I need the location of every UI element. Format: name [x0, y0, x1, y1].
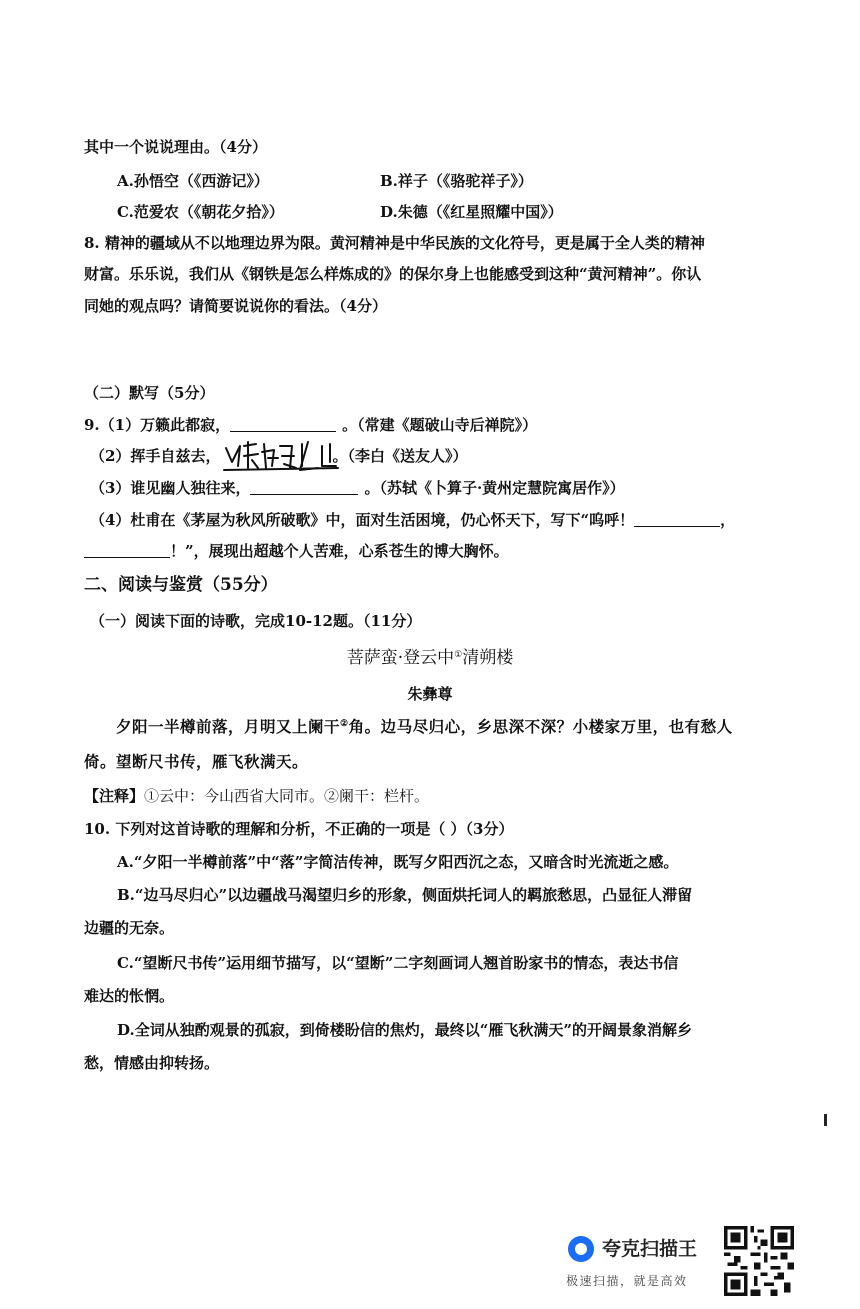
q10-stem: 10. 下列对这首诗歌的理解和分析，不正确的一项是（ ）（3分）: [84, 820, 514, 838]
q9-3-suffix: 。（苏轼《卜算子·黄州定慧院寓居作》）: [364, 479, 625, 497]
poem-line-2: 倚。望断尺书传，雁飞秋满天。: [84, 752, 309, 771]
poem-title-part-1: 菩萨蛮·登云中: [346, 648, 455, 668]
q9-1: [84, 415, 537, 435]
q10-option-c-line-2: 难达的怅惘。: [84, 987, 175, 1005]
q9-1-suffix: 。（常建《题破山寺后禅院》）: [342, 416, 538, 434]
q9-2-suffix: 。（李白《送友人》）: [332, 447, 468, 465]
qr-code-icon: [724, 1226, 794, 1296]
q10-option-d-line-1: D.全词从独酌观景的孤寂，到倚楼盼信的焦灼，最终以“雁飞秋满天”的开阔景象消解乡: [117, 1021, 692, 1039]
poem-line-1a: 夕阳一半樽前落，月明又上阑干: [116, 717, 341, 736]
q7-option-d: D.朱德（《红星照耀中国》）: [380, 203, 563, 221]
section-heading-reading: 二、阅读与鉴赏（55分）: [84, 575, 278, 595]
q10-option-b-line-2: 边疆的无奈。: [84, 919, 175, 937]
q10-option-a: A.“夕阳一半樽前落”中“落”字简洁传神，既写夕阳西沉之态，又暗含时光流逝之感。: [117, 853, 679, 871]
answer-blank-9-4a[interactable]: [634, 510, 720, 527]
q9-4-suffix: ！”，展现出超越个人苦难，心系苍生的博大胸怀。: [170, 542, 509, 560]
notes-text: ①云中：今山西省大同市。②阑干：栏杆。: [144, 787, 430, 805]
poem-title: [0, 648, 860, 668]
q7-option-a: A.孙悟空（《西游记》）: [117, 172, 269, 190]
q9-4-line-2: [84, 541, 509, 561]
scanner-watermark: [566, 1232, 726, 1302]
watermark-app-name: 夸克扫描王: [602, 1238, 698, 1260]
poem-notes: [84, 786, 429, 806]
q7-tail: 其中一个说说理由。（4分）: [84, 138, 267, 156]
q8-line-1: 8. 精神的疆域从不以地理边界为限。黄河精神是中华民族的文化符号，更是属于全人类的精神: [84, 234, 705, 252]
q7-option-c: C.范爱农（《朝花夕拾》）: [117, 203, 284, 221]
poem-author: 朱彝尊: [407, 685, 453, 703]
poem-title-footnote-mark: ①: [454, 650, 463, 660]
notes-label: 【注释】: [84, 787, 145, 805]
scan-mark: [824, 1114, 827, 1126]
q9-4-comma: ，: [720, 511, 736, 529]
q9-4-line-1: [90, 510, 735, 530]
poem-line-1b: 角。边马尽归心，乡思深不深？小楼家万里，也有愁人: [348, 717, 733, 736]
answer-blank-9-1[interactable]: [230, 415, 336, 432]
dictation-heading: （二）默写（5分）: [84, 384, 215, 402]
quark-logo-icon: [568, 1236, 594, 1262]
q9-2-prefix: （2）挥手自兹去，: [90, 447, 221, 465]
reading-subheading: （一）阅读下面的诗歌，完成10-12题。（11分）: [90, 612, 422, 630]
q8-line-3: 同她的观点吗？请简要说说你的看法。（4分）: [84, 297, 387, 315]
q7-option-b: B.祥子（《骆驼祥子》）: [380, 172, 533, 190]
answer-blank-9-3[interactable]: [250, 478, 358, 495]
q10-option-b-line-1: B.“边马尽归心”以边疆战马渴望归乡的形象，侧面烘托词人的羁旅愁思，凸显征人滞留: [117, 886, 693, 904]
poem-line-1: [116, 717, 733, 737]
poem-footnote-mark-2: ②: [340, 719, 349, 729]
handwriting-scribble: [222, 438, 342, 474]
q9-4-prefix: （4）杜甫在《茅屋为秋风所破歌》中，面对生活困境，仍心怀天下，写下“呜呼！: [90, 511, 635, 529]
q9-3-prefix: （3）谁见幽人独往来，: [90, 479, 251, 497]
q8-line-2: 财富。乐乐说，我们从《钢铁是怎么样炼成的》的保尔身上也能感受到这种“黄河精神”。你认: [84, 265, 702, 283]
q9-3: [90, 478, 625, 498]
q9-1-prefix: 9.（1）万籁此都寂，: [84, 416, 231, 434]
poem-title-part-2: 清朔楼: [462, 648, 514, 668]
answer-blank-9-4b[interactable]: [84, 541, 170, 558]
q10-option-d-line-2: 愁，情感由抑转扬。: [84, 1054, 220, 1072]
watermark-slogan: 极速扫描，就是高效: [566, 1274, 688, 1288]
q10-option-c-line-1: C.“望断尺书传”运用细节描写，以“望断”二字刻画词人翘首盼家书的情态，表达书信: [117, 954, 679, 972]
